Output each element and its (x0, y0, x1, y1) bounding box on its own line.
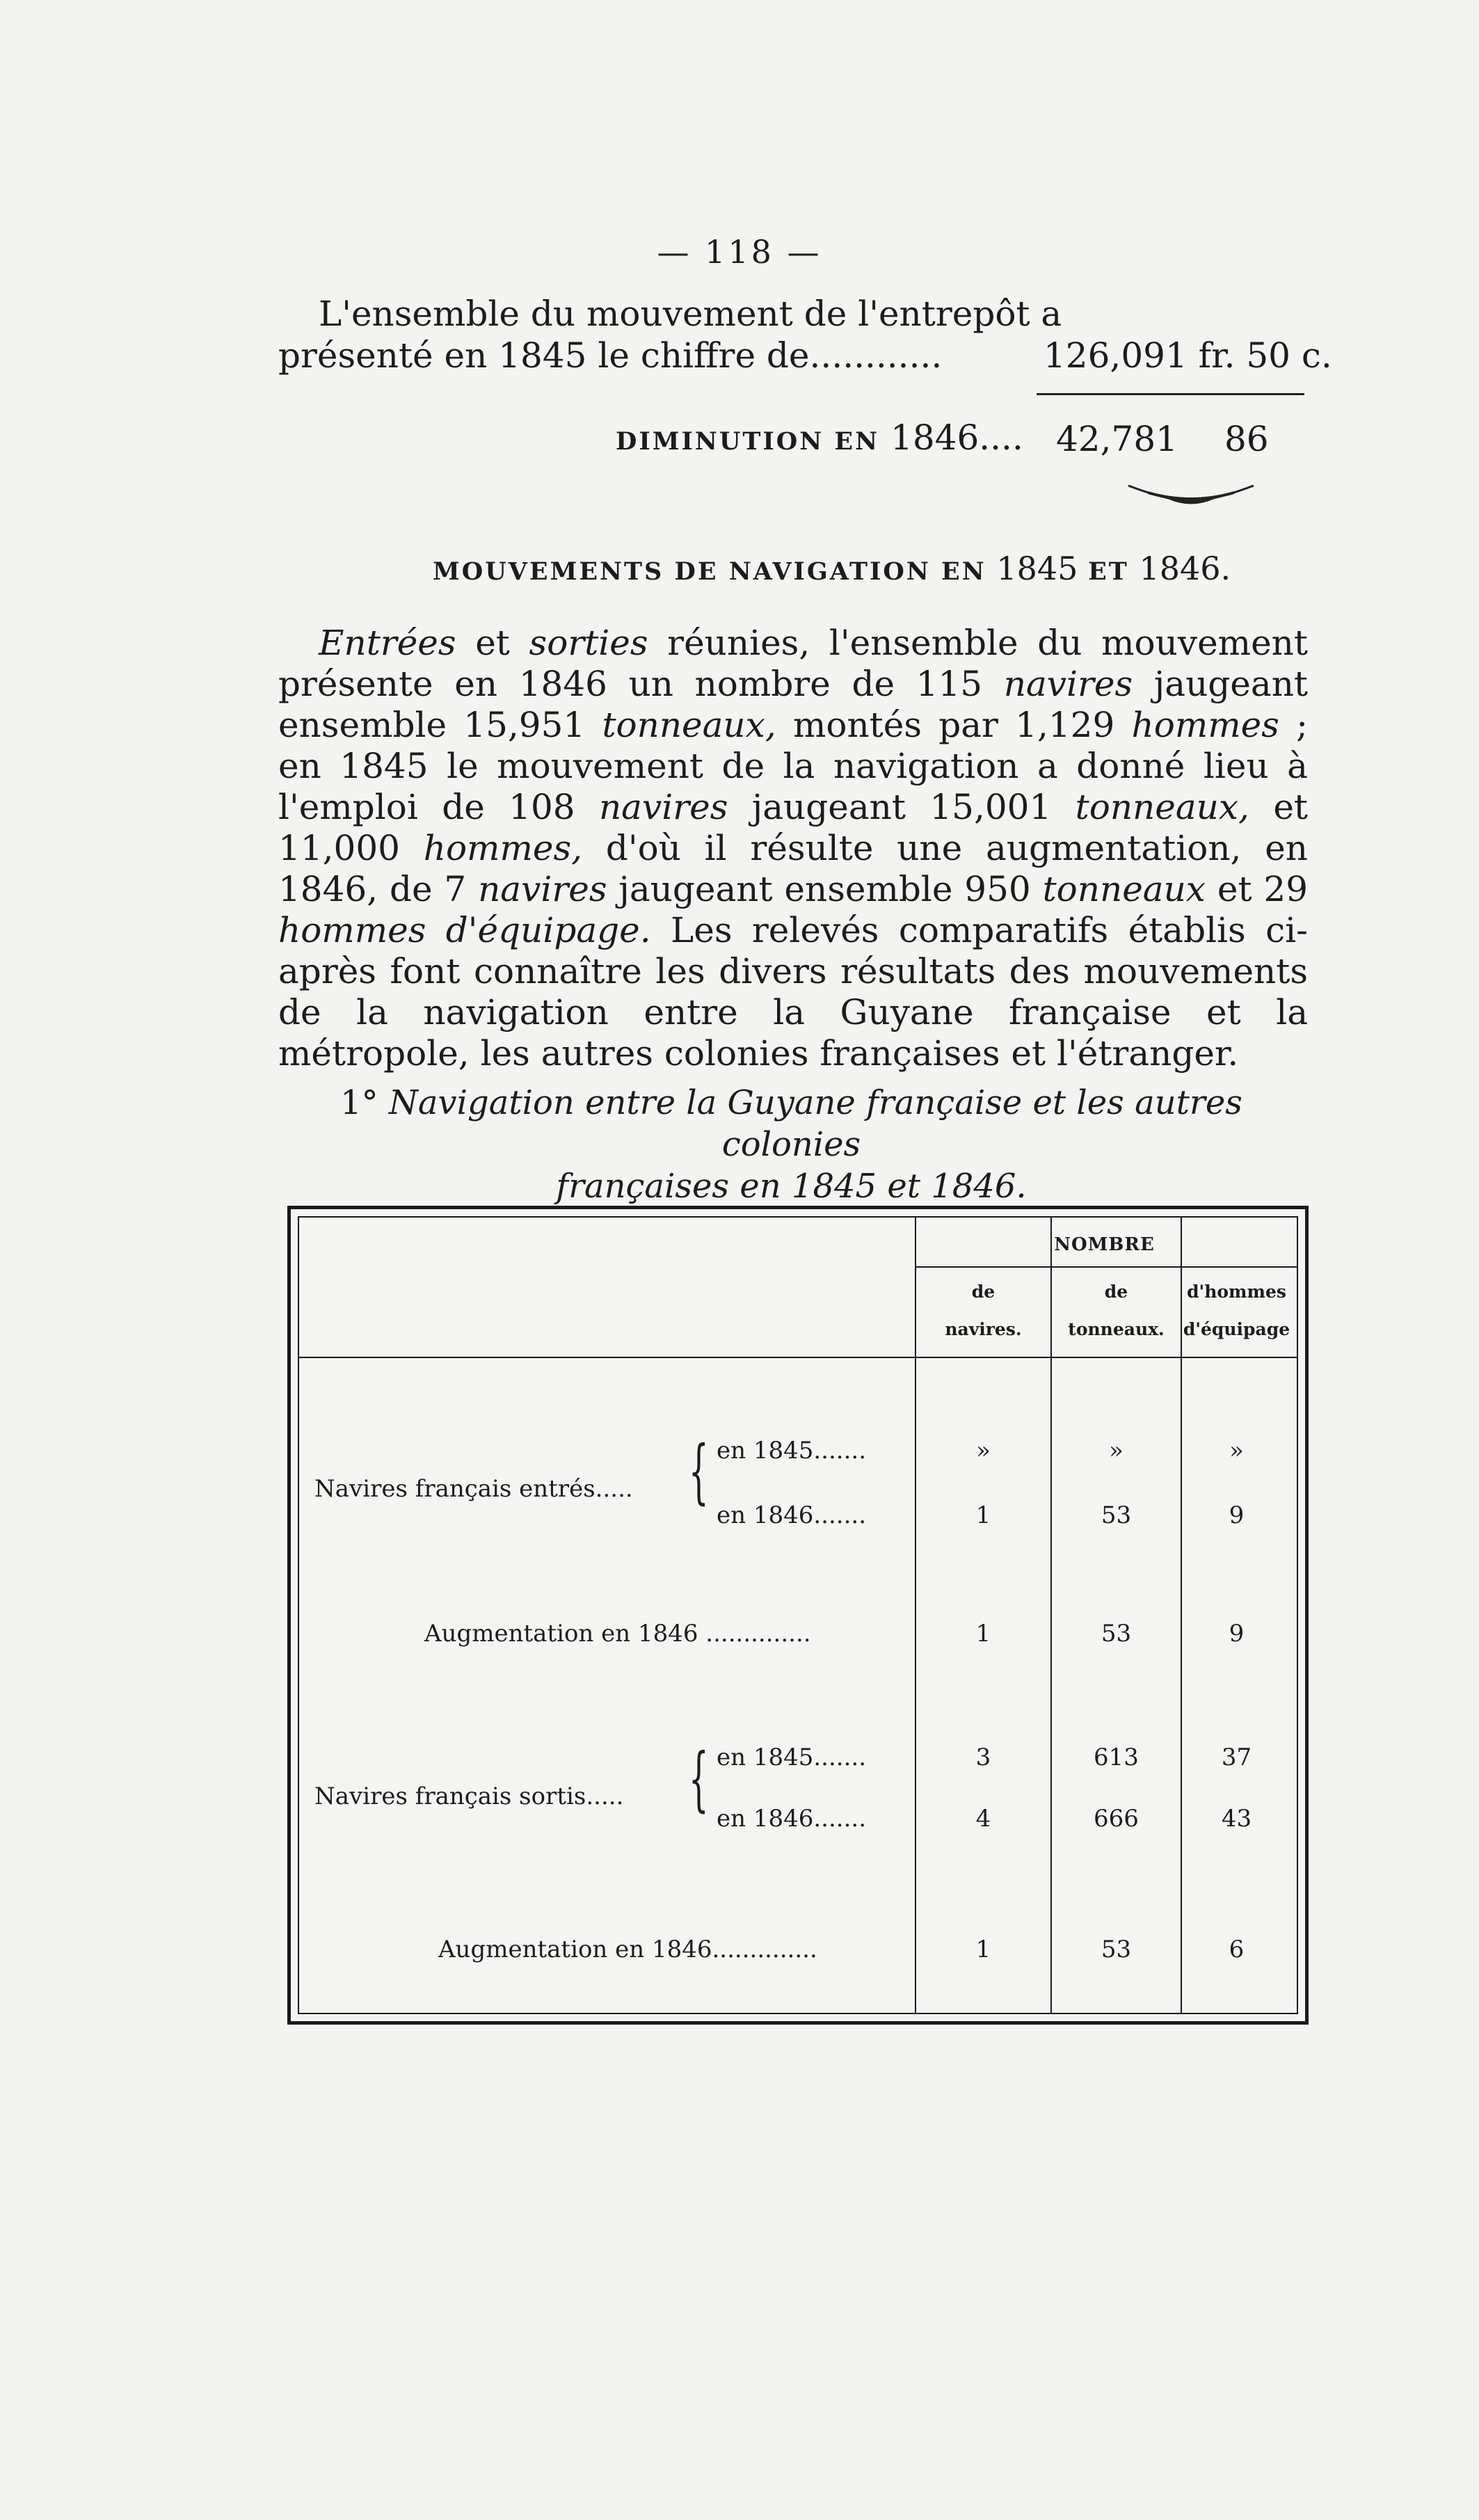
diminution-line (616, 417, 1023, 458)
header-rule-top (915, 1266, 1297, 1268)
header-tonneaux: de tonneaux. (1068, 1282, 1165, 1339)
italic-run: Entrées (319, 623, 456, 663)
entered-total-tonneaux: 53 (1101, 1620, 1132, 1648)
section-title-et: ET (1088, 557, 1129, 586)
left-1846-navires: 4 (975, 1805, 991, 1833)
table-subheading (275, 1082, 1308, 1207)
page-number: — 118 — (657, 233, 822, 271)
sum-rule (1037, 393, 1304, 395)
text-run: jaugeant ensemble 950 (607, 869, 1043, 909)
decorative-brace-icon (1127, 480, 1256, 508)
header-hommes: d'hommes d'équipage (1183, 1282, 1290, 1339)
header-nombre: NOMBRE (1054, 1234, 1155, 1255)
row-left-1845-year: en 1845....... (717, 1744, 867, 1771)
entered-1845-tonneaux: » (1109, 1437, 1124, 1465)
brace-left-icon: { (689, 1738, 709, 1819)
text-run: ; en 1845 le mouvement de la navigation a donné lieu à l'emploi de 108 (278, 705, 1308, 827)
left-1846-tonneaux: 666 (1094, 1805, 1139, 1833)
left-total-navires: 1 (975, 1936, 991, 1963)
amount-1845: 126,091 fr. 50 c. (1044, 335, 1332, 376)
row-entered-1845-year: en 1845....... (717, 1437, 867, 1465)
entered-1846-navires: 1 (975, 1501, 991, 1529)
left-1846-hommes: 43 (1221, 1805, 1252, 1833)
entered-1845-navires: » (976, 1437, 991, 1465)
italic-run: navires (598, 787, 728, 827)
subheading-number: 1° (340, 1083, 378, 1122)
text-run: et 11,000 (278, 787, 1309, 868)
diminution-label: DIMINUTION EN (616, 427, 880, 456)
italic-run: hommes, (423, 828, 583, 868)
row-label-left: Navires français sortis..... (314, 1783, 624, 1810)
brace-entered-icon: { (689, 1430, 709, 1512)
body-paragraph (278, 623, 1308, 1074)
header-rule-bottom (299, 1357, 1297, 1358)
text-run: jaugeant ensemble 15,951 (278, 664, 1309, 745)
row-entered-1846-year: en 1846....... (717, 1501, 867, 1529)
diminution-centimes: 86 (1224, 419, 1269, 459)
text-run: et (456, 623, 529, 663)
text-run: et 29 (1206, 869, 1309, 909)
summary-line-1: L'ensemble du mouvement de l'entrepôt a (319, 294, 1062, 334)
italic-run: sorties (529, 623, 648, 663)
entered-1845-hommes: » (1229, 1437, 1244, 1465)
entered-total-hommes: 9 (1229, 1620, 1245, 1648)
table-inner-frame (298, 1216, 1298, 2014)
text-run: jaugeant 15,001 (728, 787, 1076, 827)
italic-run: tonneaux, (1075, 787, 1249, 827)
text-run: réunies, l'ensemble du mouvement présente en 1846 un nombre de 115 (278, 623, 1308, 704)
left-total-label: Augmentation en 1846.............. (438, 1936, 817, 1963)
text-run: d'où il résulte une augmentation, en 1846, de 7 (278, 828, 1308, 909)
left-1845-navires: 3 (975, 1744, 991, 1771)
left-1845-tonneaux: 613 (1094, 1744, 1139, 1771)
diminution-francs: 42,781 (1056, 419, 1178, 459)
section-title (433, 550, 1231, 587)
text-run: Les relevés comparatifs établis ci-après font connaître les divers résultats des mouvements de la navigation entre la Guyane française et la métropole, les autres colonies françaises et l'étranger. (278, 910, 1309, 1074)
navigation-table (287, 1206, 1309, 2025)
row-left-1846-year: en 1846....... (717, 1805, 867, 1833)
left-total-tonneaux: 53 (1101, 1936, 1132, 1963)
left-1845-hommes: 37 (1221, 1744, 1252, 1771)
section-title-year-1: 1845 (996, 550, 1078, 587)
entered-total-label: Augmentation en 1846 .............. (424, 1620, 811, 1648)
italic-run: navires (478, 869, 607, 909)
text-run: montés par 1,129 (776, 705, 1132, 745)
italic-run: hommes d'équipage. (278, 910, 651, 950)
diminution-year: 1846.... (890, 417, 1023, 458)
left-total-hommes: 6 (1229, 1936, 1245, 1963)
italic-run: navires (1003, 664, 1133, 704)
entered-1846-hommes: 9 (1229, 1501, 1245, 1529)
italic-run: hommes (1131, 705, 1279, 745)
summary-line-2: présenté en 1845 le chiffre de............ (278, 335, 943, 376)
header-navires: de navires. (945, 1282, 1022, 1339)
row-label-entered: Navires français entrés..... (314, 1475, 633, 1503)
italic-run: tonneaux (1042, 869, 1206, 909)
italic-run: tonneaux, (602, 705, 776, 745)
entered-total-navires: 1 (975, 1620, 991, 1648)
entered-1846-tonneaux: 53 (1101, 1501, 1132, 1529)
section-title-year-2: 1846. (1139, 550, 1231, 587)
subheading-line-2: françaises en 1845 et 1846. (556, 1167, 1027, 1206)
section-title-prefix: MOUVEMENTS DE NAVIGATION EN (433, 557, 986, 586)
subheading-line-1: Navigation entre la Guyane française et les autres colonies (388, 1083, 1242, 1164)
